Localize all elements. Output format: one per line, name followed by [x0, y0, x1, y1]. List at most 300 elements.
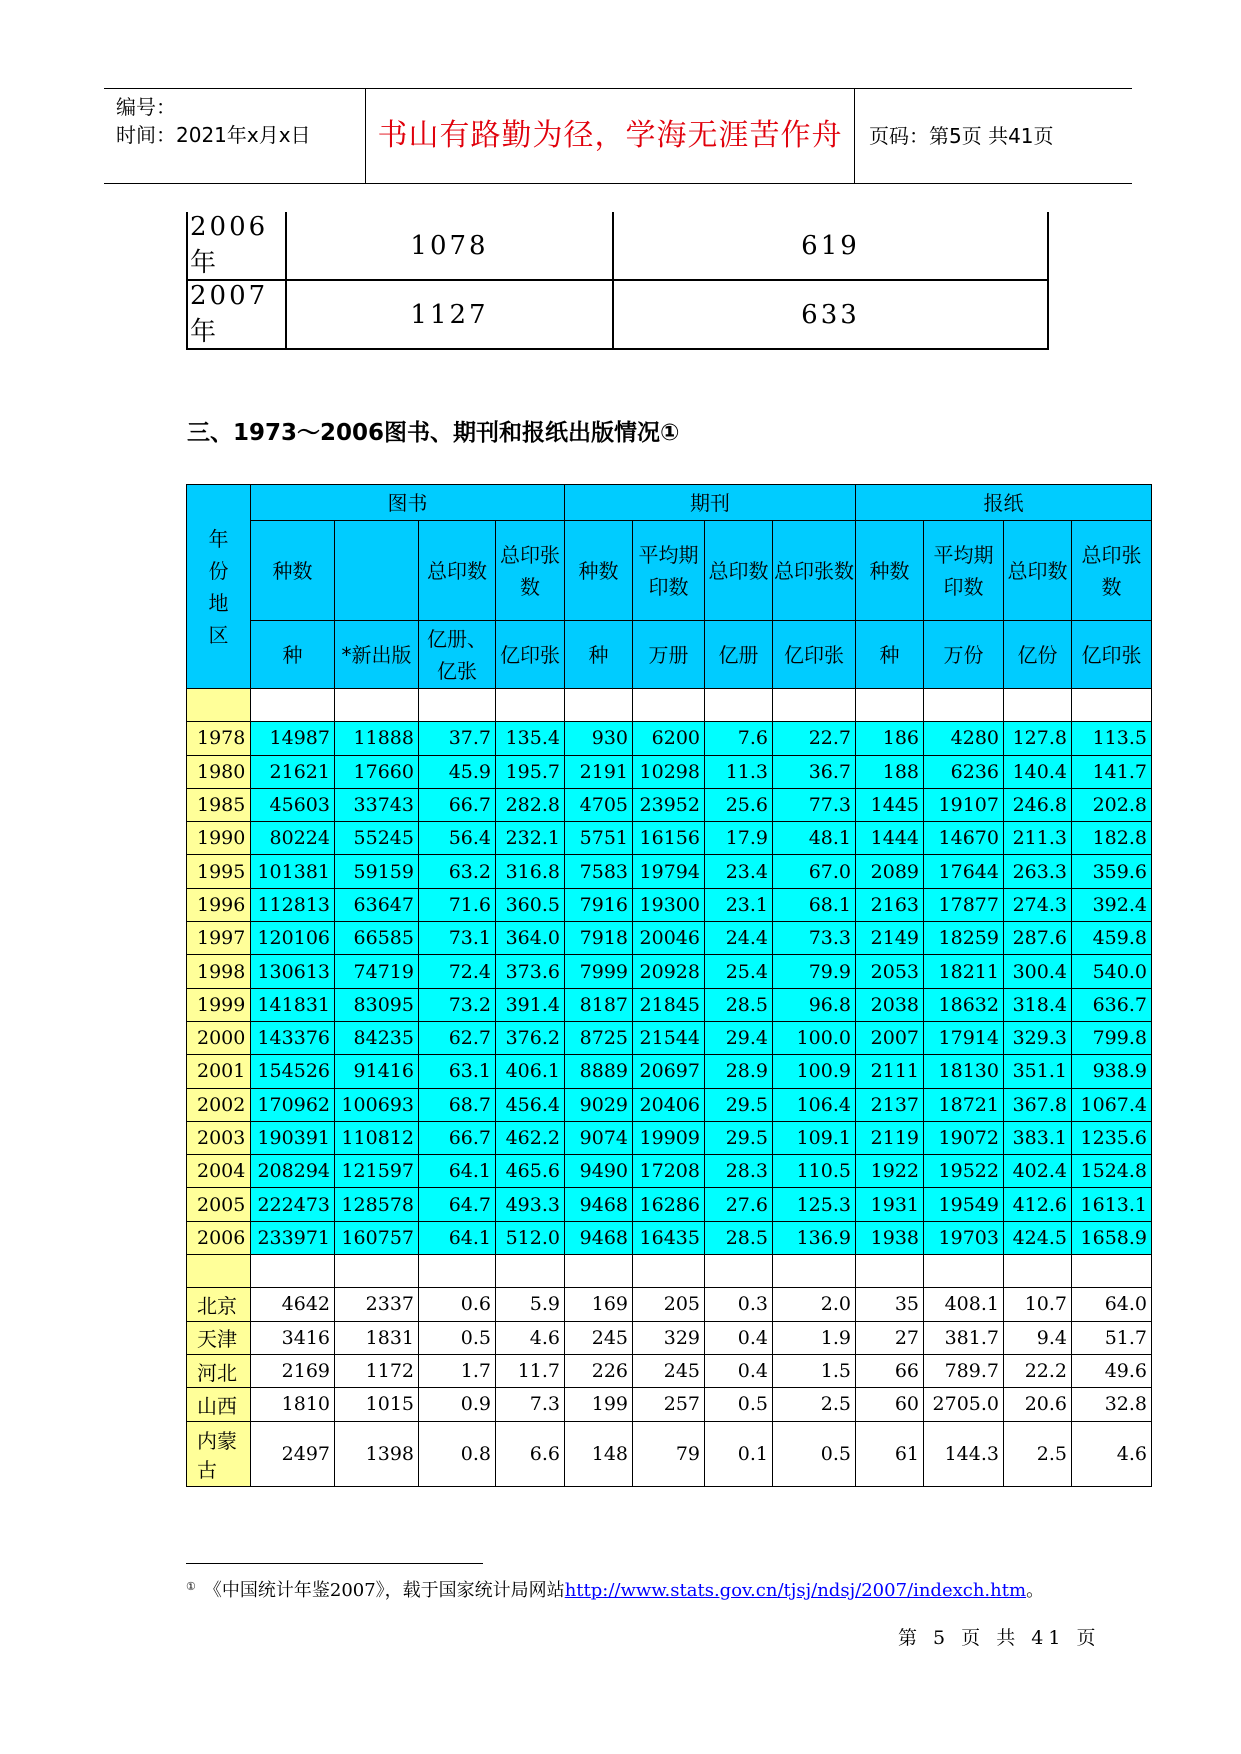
value-cell: 144.3 [924, 1421, 1004, 1486]
year-cell: 2002 [187, 1088, 251, 1121]
value-cell: 2089 [856, 855, 924, 888]
blank-row [187, 689, 1152, 722]
value-cell: 11.3 [705, 755, 773, 788]
value-cell: 2111 [856, 1055, 924, 1088]
year-row [187, 922, 1152, 955]
header-motto: 书山有路勤为径，学海无涯苦作舟 [366, 89, 855, 183]
value-cell: 28.5 [705, 988, 773, 1021]
empty-cell [705, 689, 773, 722]
value-cell: 21621 [251, 755, 335, 788]
value-cell: 125.3 [773, 1188, 856, 1221]
value-cell: 19300 [633, 888, 705, 921]
value-cell: 49.6 [1072, 1354, 1152, 1387]
unit-header-row [187, 621, 1152, 689]
value-cell: 170962 [251, 1088, 335, 1121]
section-title: 三、1973～2006图书、期刊和报纸出版情况① [187, 420, 680, 446]
value-cell: 45603 [251, 788, 335, 821]
continuation-row [187, 212, 1048, 280]
value-cell: 56.4 [419, 822, 496, 855]
unit-books: 亿册、亿张 [419, 621, 496, 689]
value-cell: 0.5 [705, 1388, 773, 1421]
value-cell: 540.0 [1072, 955, 1152, 988]
page-footer: 第 5 页 共 41 页 [898, 1627, 1101, 1649]
value-cell: 136.9 [773, 1221, 856, 1254]
year-cell: 2004 [187, 1155, 251, 1188]
value-cell: 79 [633, 1421, 705, 1486]
value-cell: 329.3 [1004, 1021, 1072, 1054]
value-cell: 148 [565, 1421, 633, 1486]
unit-newspapers: 亿印张 [1072, 621, 1152, 689]
value-cell: 61 [856, 1421, 924, 1486]
value-cell: 143376 [251, 1021, 335, 1054]
value-cell: 8187 [565, 988, 633, 1021]
value-cell: 66585 [335, 922, 419, 955]
value-cell: 392.4 [1072, 888, 1152, 921]
empty-cell [335, 689, 419, 722]
value-cell: 130613 [251, 955, 335, 988]
subheader-periodicals: 种数 [565, 521, 633, 621]
group-books: 图书 [251, 485, 565, 521]
value-cell: 6236 [924, 755, 1004, 788]
region-row [187, 1421, 1152, 1486]
footnote-marker: ① [186, 1580, 196, 1593]
value-cell: 2.0 [773, 1288, 856, 1321]
value-cell: 17.9 [705, 822, 773, 855]
year-cell: 2007年 [187, 280, 286, 349]
value-cell: 456.4 [496, 1088, 565, 1121]
footnote-divider [186, 1563, 483, 1564]
value-cell: 0.5 [419, 1321, 496, 1354]
value-cell: 55245 [335, 822, 419, 855]
value-cell: 9468 [565, 1188, 633, 1221]
value-cell: 1938 [856, 1221, 924, 1254]
year-row [187, 855, 1152, 888]
region-row [187, 1354, 1152, 1387]
value-cell: 0.4 [705, 1354, 773, 1387]
value-cell: 391.4 [496, 988, 565, 1021]
value-cell: 20046 [633, 922, 705, 955]
value-cell: 424.5 [1004, 1221, 1072, 1254]
value-cell: 24.4 [705, 922, 773, 955]
value-cell: 64.1 [419, 1155, 496, 1188]
value-cell: 7999 [565, 955, 633, 988]
value-cell: 7.6 [705, 722, 773, 755]
empty-cell [773, 689, 856, 722]
value-cell: 22.7 [773, 722, 856, 755]
value-cell: 23.4 [705, 855, 773, 888]
value-cell: 19522 [924, 1155, 1004, 1188]
value-cell: 406.1 [496, 1055, 565, 1088]
value-cell: 383.1 [1004, 1121, 1072, 1154]
value-cell: 64.7 [419, 1188, 496, 1221]
region-row [187, 1321, 1152, 1354]
value-cell: 0.1 [705, 1421, 773, 1486]
blank-row [187, 1255, 1152, 1288]
empty-cell [496, 689, 565, 722]
value-cell: 37.7 [419, 722, 496, 755]
year-row [187, 888, 1152, 921]
empty-cell [633, 1255, 705, 1288]
value-cell: 66.7 [419, 788, 496, 821]
value-cell: 2.5 [773, 1388, 856, 1421]
value-cell: 80224 [251, 822, 335, 855]
year-row [187, 1088, 1152, 1121]
value-cell: 45.9 [419, 755, 496, 788]
value-cell: 59159 [335, 855, 419, 888]
year-cell: 2000 [187, 1021, 251, 1054]
time-label: 时间：2021年x月x日 [116, 123, 311, 147]
footnote-link[interactable]: http://www.stats.gov.cn/tjsj/ndsj/2007/indexch.htm [564, 1580, 1027, 1601]
value-cell: 5751 [565, 822, 633, 855]
year-cell: 1985 [187, 788, 251, 821]
value-cell: 73.2 [419, 988, 496, 1021]
value-cell: 63.2 [419, 855, 496, 888]
empty-cell [1072, 689, 1152, 722]
empty-cell [565, 689, 633, 722]
value-cell: 10298 [633, 755, 705, 788]
unit-newspapers: 万份 [924, 621, 1004, 689]
publication-table [186, 484, 1152, 1487]
value-cell: 2169 [251, 1354, 335, 1387]
year-cell: 2006 [187, 1221, 251, 1254]
value-cell: 25.6 [705, 788, 773, 821]
number-label: 编号： [116, 95, 176, 119]
footnote-text: 《中国统计年鉴2007》，载于国家统计局网站 [203, 1580, 565, 1601]
subheader-books: 总印数 [419, 521, 496, 621]
subheader-periodicals: 平均期印数 [633, 521, 705, 621]
year-row [187, 788, 1152, 821]
value-cell: 1810 [251, 1388, 335, 1421]
header-meta [104, 89, 366, 183]
value-cell: 20406 [633, 1088, 705, 1121]
year-cell: 1997 [187, 922, 251, 955]
value-cell: 7.3 [496, 1388, 565, 1421]
value-cell: 222473 [251, 1188, 335, 1221]
value-cell: 0.8 [419, 1421, 496, 1486]
value-cell: 408.1 [924, 1288, 1004, 1321]
empty-cell [1004, 689, 1072, 722]
corner-char: 份 [208, 558, 229, 583]
value-cell: 60 [856, 1388, 924, 1421]
value-cell: 316.8 [496, 855, 565, 888]
header-page-label: 页码：第5页 共41页 [869, 124, 1054, 148]
value-cell: 16286 [633, 1188, 705, 1221]
year-cell: 1978 [187, 722, 251, 755]
value-cell: 9468 [565, 1221, 633, 1254]
unit-books: *新出版 [335, 621, 419, 689]
value-cell: 188 [856, 755, 924, 788]
region-cell: 山西 [187, 1388, 251, 1421]
value-cell: 359.6 [1072, 855, 1152, 888]
value-cell: 2.5 [1004, 1421, 1072, 1486]
subheader-newspapers: 种数 [856, 521, 924, 621]
value-cell: 100.0 [773, 1021, 856, 1054]
value-cell: 11888 [335, 722, 419, 755]
value-cell: 67.0 [773, 855, 856, 888]
value-cell: 1831 [335, 1321, 419, 1354]
value-cell: 20.6 [1004, 1388, 1072, 1421]
value-cell: 35 [856, 1288, 924, 1321]
value-cell: 18721 [924, 1088, 1004, 1121]
value-cell: 245 [633, 1354, 705, 1387]
subheader-periodicals: 总印数 [705, 521, 773, 621]
value-cell: 128578 [335, 1188, 419, 1221]
value-cell: 19107 [924, 788, 1004, 821]
value-cell: 100693 [335, 1088, 419, 1121]
value-cell: 141.7 [1072, 755, 1152, 788]
value-cell: 19909 [633, 1121, 705, 1154]
value-cell: 1172 [335, 1354, 419, 1387]
value-cell: 636.7 [1072, 988, 1152, 1021]
value-cell: 110.5 [773, 1155, 856, 1188]
value-cell: 287.6 [1004, 922, 1072, 955]
value-cell: 23952 [633, 788, 705, 821]
value-cell: 14987 [251, 722, 335, 755]
value-cell: 0.3 [705, 1288, 773, 1321]
value-cell: 27.6 [705, 1188, 773, 1221]
value-cell: 799.8 [1072, 1021, 1152, 1054]
unit-books: 种 [251, 621, 335, 689]
value-cell: 169 [565, 1288, 633, 1321]
value-cell: 64.0 [1072, 1288, 1152, 1321]
corner-char: 地 [208, 590, 229, 615]
unit-newspapers: 亿份 [1004, 621, 1072, 689]
value-cell: 226 [565, 1354, 633, 1387]
value-cell: 96.8 [773, 988, 856, 1021]
value-cell: 190391 [251, 1121, 335, 1154]
year-cell: 1980 [187, 755, 251, 788]
year-cell: 2005 [187, 1188, 251, 1221]
value-cell: 2497 [251, 1421, 335, 1486]
year-cell: 2003 [187, 1121, 251, 1154]
value-cell: 633 [613, 280, 1048, 349]
value-cell: 28.3 [705, 1155, 773, 1188]
value-cell: 186 [856, 722, 924, 755]
value-cell: 381.7 [924, 1321, 1004, 1354]
value-cell: 459.8 [1072, 922, 1152, 955]
value-cell: 2163 [856, 888, 924, 921]
unit-periodicals: 万册 [633, 621, 705, 689]
region-cell: 河北 [187, 1354, 251, 1387]
value-cell: 120106 [251, 922, 335, 955]
empty-cell [496, 1255, 565, 1288]
value-cell: 360.5 [496, 888, 565, 921]
value-cell: 351.1 [1004, 1055, 1072, 1088]
value-cell: 300.4 [1004, 955, 1072, 988]
value-cell: 257 [633, 1388, 705, 1421]
value-cell: 2053 [856, 955, 924, 988]
value-cell: 1613.1 [1072, 1188, 1152, 1221]
value-cell: 6200 [633, 722, 705, 755]
page-header [104, 88, 1132, 184]
value-cell: 68.7 [419, 1088, 496, 1121]
value-cell: 74719 [335, 955, 419, 988]
value-cell: 6.6 [496, 1421, 565, 1486]
value-cell: 1444 [856, 822, 924, 855]
value-cell: 8889 [565, 1055, 633, 1088]
continuation-row [187, 280, 1048, 349]
value-cell: 121597 [335, 1155, 419, 1188]
empty-cell [251, 689, 335, 722]
value-cell: 27 [856, 1321, 924, 1354]
value-cell: 160757 [335, 1221, 419, 1254]
value-cell: 71.6 [419, 888, 496, 921]
year-cell: 2006年 [187, 212, 286, 280]
value-cell: 17914 [924, 1021, 1004, 1054]
value-cell: 4.6 [1072, 1421, 1152, 1486]
region-cell: 天津 [187, 1321, 251, 1354]
year-row [187, 1055, 1152, 1088]
unit-periodicals: 种 [565, 621, 633, 689]
value-cell: 2149 [856, 922, 924, 955]
year-row [187, 822, 1152, 855]
unit-newspapers: 种 [856, 621, 924, 689]
value-cell: 28.5 [705, 1221, 773, 1254]
year-row [187, 755, 1152, 788]
value-cell: 233971 [251, 1221, 335, 1254]
value-cell: 19703 [924, 1221, 1004, 1254]
value-cell: 1931 [856, 1188, 924, 1221]
value-cell: 84235 [335, 1021, 419, 1054]
value-cell: 493.3 [496, 1188, 565, 1221]
value-cell: 2119 [856, 1121, 924, 1154]
corner-char: 区 [208, 622, 229, 647]
value-cell: 0.9 [419, 1388, 496, 1421]
year-row [187, 988, 1152, 1021]
empty-cell [856, 1255, 924, 1288]
value-cell: 16435 [633, 1221, 705, 1254]
value-cell: 22.2 [1004, 1354, 1072, 1387]
year-row [187, 955, 1152, 988]
empty-cell [335, 1255, 419, 1288]
value-cell: 789.7 [924, 1354, 1004, 1387]
value-cell: 5.9 [496, 1288, 565, 1321]
unit-periodicals: 亿印张 [773, 621, 856, 689]
value-cell: 20928 [633, 955, 705, 988]
value-cell: 48.1 [773, 822, 856, 855]
subheader-newspapers: 总印张数 [1072, 521, 1152, 621]
value-cell: 17208 [633, 1155, 705, 1188]
value-cell: 376.2 [496, 1021, 565, 1054]
year-cell: 1995 [187, 855, 251, 888]
footnote-end: 。 [1026, 1580, 1045, 1601]
value-cell: 202.8 [1072, 788, 1152, 821]
value-cell: 17877 [924, 888, 1004, 921]
value-cell: 4.6 [496, 1321, 565, 1354]
year-cell: 1996 [187, 888, 251, 921]
value-cell: 140.4 [1004, 755, 1072, 788]
value-cell: 127.8 [1004, 722, 1072, 755]
year-cell: 2001 [187, 1055, 251, 1088]
value-cell: 66 [856, 1354, 924, 1387]
value-cell: 1235.6 [1072, 1121, 1152, 1154]
value-cell: 2705.0 [924, 1388, 1004, 1421]
value-cell: 33743 [335, 788, 419, 821]
empty-cell [633, 689, 705, 722]
value-cell: 3416 [251, 1321, 335, 1354]
unit-periodicals: 亿册 [705, 621, 773, 689]
value-cell: 14670 [924, 822, 1004, 855]
empty-cell [419, 689, 496, 722]
region-row [187, 1388, 1152, 1421]
year-row [187, 1021, 1152, 1054]
unit-books: 亿印张 [496, 621, 565, 689]
empty-cell [924, 689, 1004, 722]
value-cell: 412.6 [1004, 1188, 1072, 1221]
value-cell: 17644 [924, 855, 1004, 888]
value-cell: 7918 [565, 922, 633, 955]
value-cell: 64.1 [419, 1221, 496, 1254]
empty-cell [187, 689, 251, 722]
value-cell: 113.5 [1072, 722, 1152, 755]
value-cell: 72.4 [419, 955, 496, 988]
value-cell: 402.4 [1004, 1155, 1072, 1188]
subheader-periodicals: 总印张数 [773, 521, 856, 621]
year-row [187, 1155, 1152, 1188]
value-cell: 100.9 [773, 1055, 856, 1088]
empty-cell [187, 1255, 251, 1288]
value-cell: 329 [633, 1321, 705, 1354]
value-cell: 364.0 [496, 922, 565, 955]
value-cell: 21544 [633, 1021, 705, 1054]
value-cell: 373.6 [496, 955, 565, 988]
year-row [187, 1121, 1152, 1154]
value-cell: 19794 [633, 855, 705, 888]
value-cell: 0.5 [773, 1421, 856, 1486]
value-cell: 1922 [856, 1155, 924, 1188]
year-cell: 1990 [187, 822, 251, 855]
value-cell: 2337 [335, 1288, 419, 1321]
value-cell: 66.7 [419, 1121, 496, 1154]
value-cell: 1398 [335, 1421, 419, 1486]
value-cell: 274.3 [1004, 888, 1072, 921]
value-cell: 25.4 [705, 955, 773, 988]
value-cell: 1.5 [773, 1354, 856, 1387]
value-cell: 938.9 [1072, 1055, 1152, 1088]
value-cell: 110812 [335, 1121, 419, 1154]
year-cell: 1998 [187, 955, 251, 988]
value-cell: 32.8 [1072, 1388, 1152, 1421]
group-header-row [187, 485, 1152, 521]
value-cell: 154526 [251, 1055, 335, 1088]
value-cell: 1.7 [419, 1354, 496, 1387]
value-cell: 232.1 [496, 822, 565, 855]
value-cell: 63.1 [419, 1055, 496, 1088]
value-cell: 29.5 [705, 1088, 773, 1121]
empty-cell [419, 1255, 496, 1288]
value-cell: 318.4 [1004, 988, 1072, 1021]
empty-cell [1072, 1255, 1152, 1288]
value-cell: 182.8 [1072, 822, 1152, 855]
value-cell: 9074 [565, 1121, 633, 1154]
value-cell: 9029 [565, 1088, 633, 1121]
empty-cell [856, 689, 924, 722]
empty-cell [565, 1255, 633, 1288]
continuation-table [186, 212, 1049, 350]
value-cell: 73.1 [419, 922, 496, 955]
value-cell: 199 [565, 1388, 633, 1421]
value-cell: 1445 [856, 788, 924, 821]
value-cell: 1067.4 [1072, 1088, 1152, 1121]
group-newspapers: 报纸 [856, 485, 1152, 521]
subheader-books: 总印张数 [496, 521, 565, 621]
empty-cell [1004, 1255, 1072, 1288]
value-cell: 106.4 [773, 1088, 856, 1121]
year-row [187, 1221, 1152, 1254]
value-cell: 263.3 [1004, 855, 1072, 888]
value-cell: 79.9 [773, 955, 856, 988]
group-periodicals: 期刊 [565, 485, 856, 521]
